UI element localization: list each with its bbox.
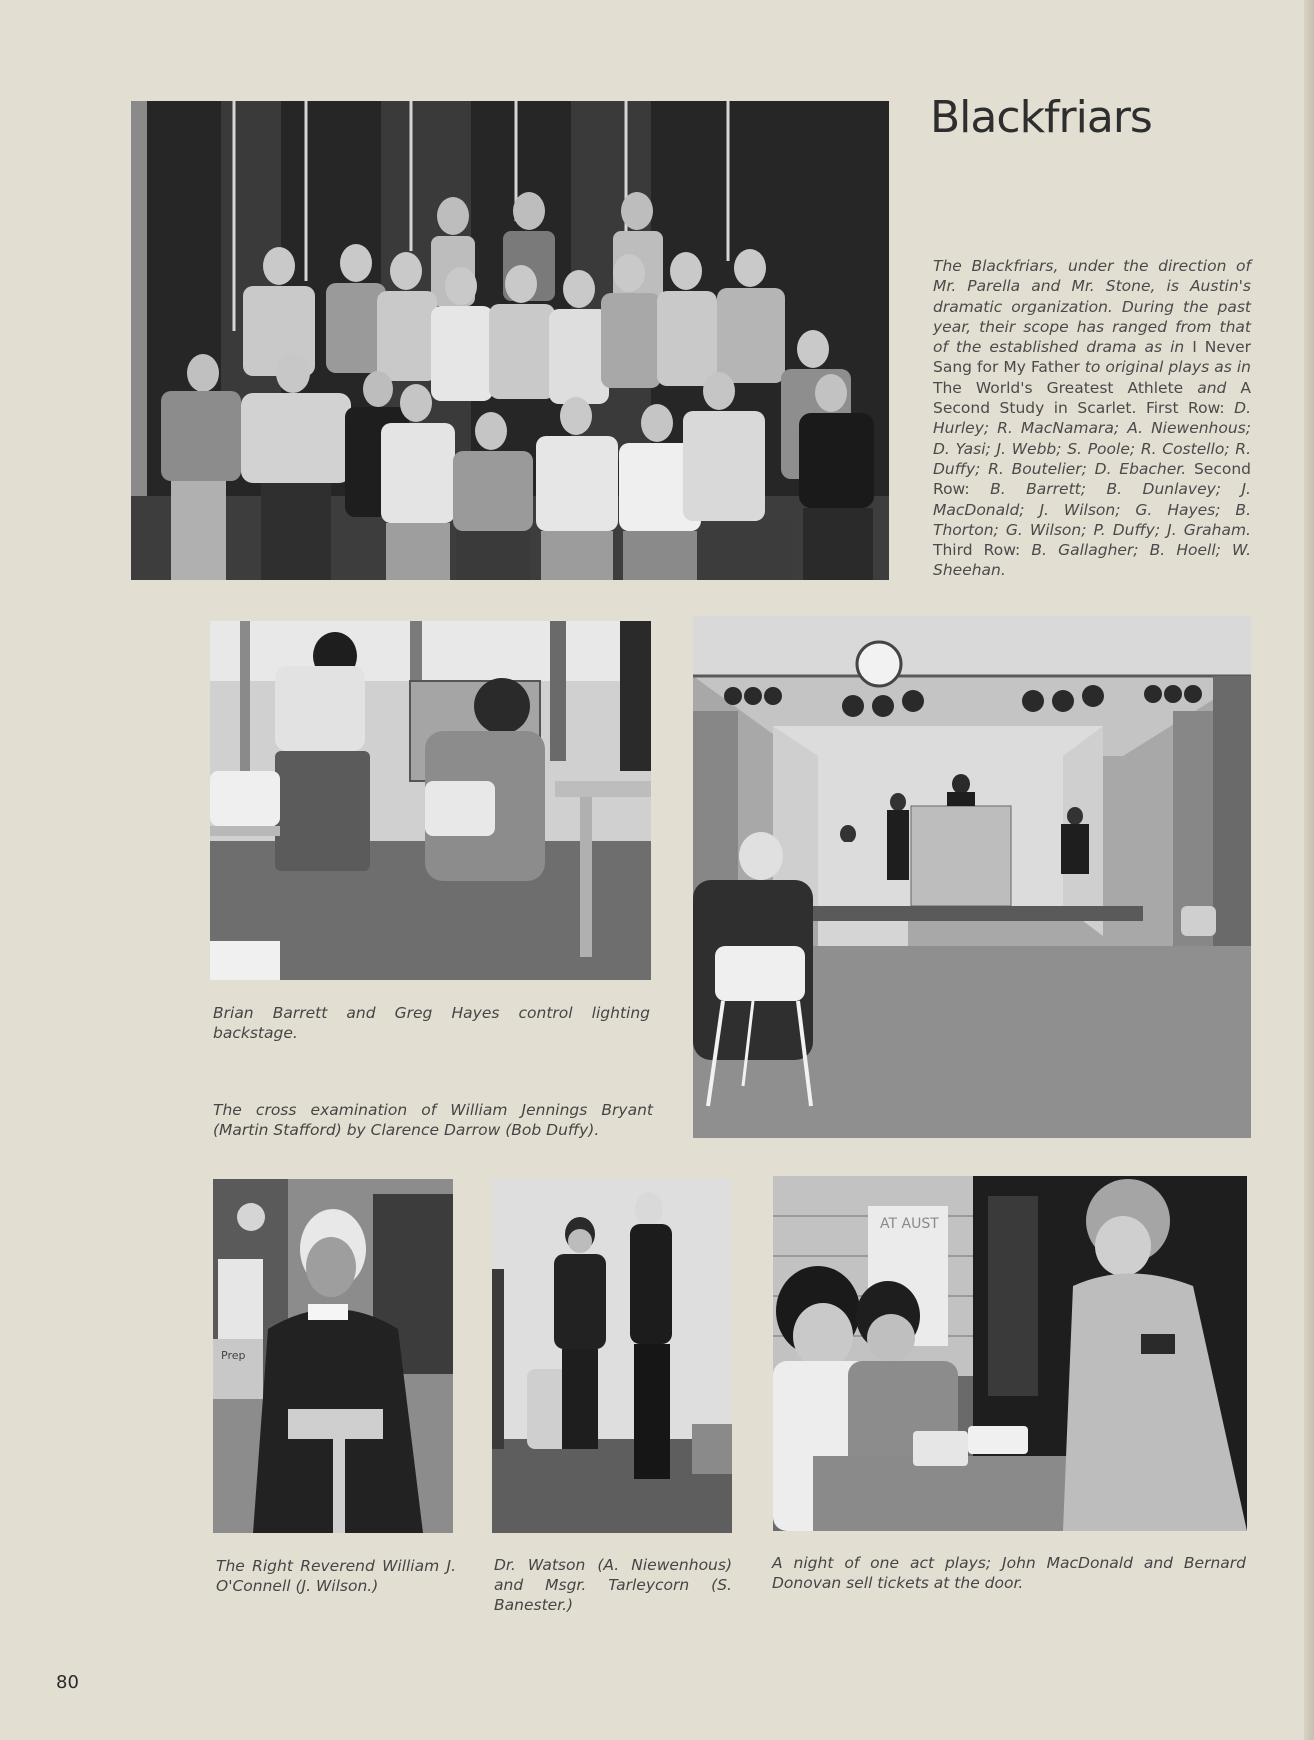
sign-text: AT AUST xyxy=(880,1216,939,1232)
play-title-1: I Never Sang for My Father xyxy=(933,338,1251,377)
intro-paragraph xyxy=(933,256,1251,581)
lighting-caption: Brian Barrett and Greg Hayes control lighting backstage. xyxy=(213,1004,650,1042)
watson-caption: Dr. Watson (A. Niewenhous) and Msgr. Tarleycorn (S. Banester.) xyxy=(494,1556,732,1614)
first-row-names: D. Hurley; R. MacNamara; A. Niewenhous; D. Yasi; J. Webb; S. Poole; R. Costello; R. Duffy; R. Boutelier; D. Ebacher. xyxy=(933,399,1251,478)
tickets-photo xyxy=(773,1176,1247,1531)
lighting-photo xyxy=(210,621,651,980)
group-photo xyxy=(131,101,889,580)
second-row-names: B. Barrett; B. Dunlavey; J. MacDonald; J. Wilson; G. Hayes; B. Thorton; G. Wilson; P. Duffy; J. Graham. xyxy=(933,480,1251,539)
page-number: 80 xyxy=(56,1672,79,1693)
page-title: Blackfriars xyxy=(930,92,1152,143)
intro-text-4 xyxy=(1136,399,1145,417)
page-edge xyxy=(1304,0,1314,1740)
first-row-label: First Row: xyxy=(1145,399,1225,418)
third-row-names: B. Gallagher; B. Hoell; W. Sheehan. xyxy=(933,541,1251,580)
watson-photo xyxy=(492,1179,732,1533)
second-row-label: Second Row: xyxy=(933,459,1251,499)
intro-text-2: to original plays as in xyxy=(1079,358,1251,377)
play-title-3: A Second Study in Scarlet. xyxy=(933,378,1251,418)
intro-text-3: and xyxy=(1183,378,1241,397)
third-row-label: Third Row: xyxy=(933,541,1021,560)
courtroom-stage-photo xyxy=(693,616,1251,1138)
play-title-2: The World's Greatest Athlete xyxy=(933,378,1184,397)
reverend-photo xyxy=(213,1179,453,1533)
reverend-caption: The Right Reverend William J. O'Connell (J. Wilson.) xyxy=(216,1557,456,1595)
tickets-caption: A night of one act plays; John MacDonald and Bernard Donovan sell tickets at the door. xyxy=(772,1554,1246,1592)
cross-examination-caption: The cross examination of William Jennings Bryant (Martin Stafford) by Clarence Darrow (Bob Duffy). xyxy=(213,1101,653,1139)
intro-text-1: The Blackfriars, under the direction of Mr. Parella and Mr. Stone, is Austin's dramatic organization. During the past year, their scope has ranged from that of the established drama as in xyxy=(933,257,1251,357)
poster-text: Prep xyxy=(221,1349,246,1362)
